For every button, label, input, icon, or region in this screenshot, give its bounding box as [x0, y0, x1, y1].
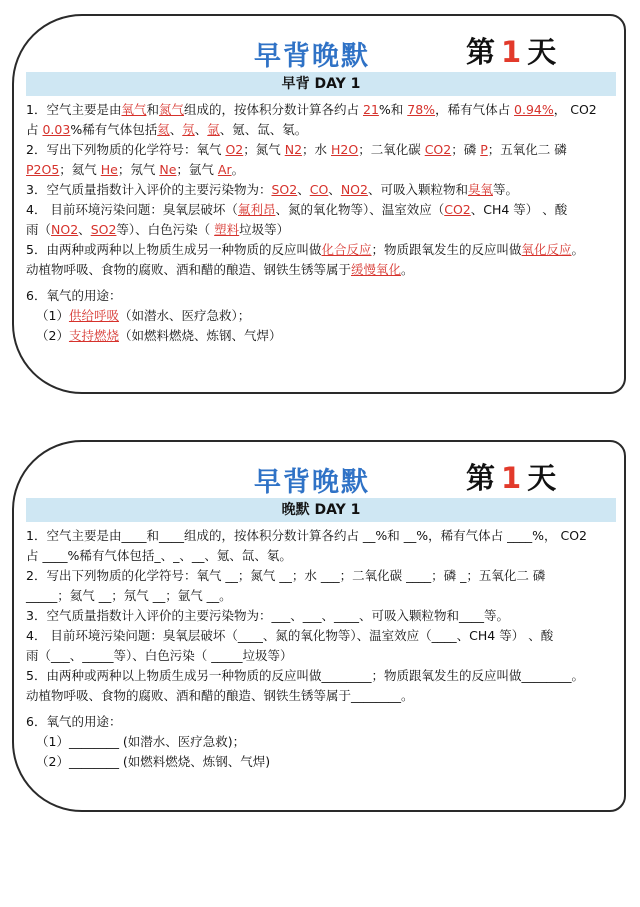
question-4-cont: 雨（NO2、SO2等）、白色污染（ 塑料垃圾等） — [26, 222, 290, 237]
question-4: 4． 目前环境污染问题：臭氧层破坏（____、氮的氧化物等）、温室效应（____、CH4 等） 、酸 — [26, 628, 554, 643]
morning-body — [26, 100, 618, 346]
question-2-cont: P2O5；氦气 He；氖气 Ne；氩气 Ar。 — [26, 162, 245, 177]
day-label: 第 1 天 — [466, 461, 557, 495]
evening-card — [12, 440, 626, 812]
question-4: 4． 目前环境污染问题：臭氧层破坏（氟利昂、氮的氧化物等）、温室效应（CO2、CH4 等） 、酸 — [26, 202, 568, 217]
question-5-cont: 动植物呼吸、食物的腐败、酒和醋的酿造、钢铁生锈等属于________。 — [26, 688, 414, 703]
question-6: 6．氧气的用途： — [26, 288, 122, 303]
question-2: 2．写出下列物质的化学符号：氧气 __；氮气 __；水 ___；二氧化碳 ____；磷 _；五氧化二 磷 — [26, 568, 546, 583]
question-5-cont: 动植物呼吸、食物的腐败、酒和醋的酿造、钢铁生锈等属于缓慢氧化。 — [26, 262, 414, 277]
question-4-cont: 雨（___、_____等）、白色污染（ _____垃圾等） — [26, 648, 293, 663]
question-6-item-2: （2）________ (如燃料燃烧、炼钢、气焊) — [36, 754, 271, 769]
card-title: 早背晚默 — [254, 467, 370, 498]
day-label: 第 1 天 — [466, 35, 557, 69]
question-1: 1．空气主要是由氧气和氮气组成的，按体积分数计算各约占 21%和 78%，稀有气体占 0.94%， CO2 — [26, 102, 597, 117]
question-3: 3．空气质量指数计入评价的主要污染物为：___、___、____、可吸入颗粒物和____等。 — [26, 608, 509, 623]
question-6-item-2: （2）支持燃烧（如燃料燃烧、炼钢、气焊） — [36, 328, 282, 343]
morning-card — [12, 14, 626, 394]
question-5: 5．由两种或两种以上物质生成另一种物质的反应叫做________；物质跟氧发生的反应叫做________。 — [26, 668, 584, 683]
question-5: 5．由两种或两种以上物质生成另一种物质的反应叫做化合反应；物质跟氧发生的反应叫做氧化反应。 — [26, 242, 585, 257]
question-2-cont: _____；氦气 __；氖气 __；氩气 __。 — [26, 588, 232, 603]
section-band: 晚默 DAY 1 — [26, 498, 616, 522]
section-band: 早背 DAY 1 — [26, 72, 616, 96]
question-6: 6．氧气的用途： — [26, 714, 122, 729]
evening-body — [26, 526, 618, 772]
question-6-item-1: （1）供给呼吸（如潜水、医疗急救）； — [36, 308, 251, 323]
question-3: 3．空气质量指数计入评价的主要污染物为：SO2、CO、NO2、可吸入颗粒物和臭氧等。 — [26, 182, 519, 197]
question-1: 1．空气主要是由____和____组成的，按体积分数计算各约占 __%和 __%，稀有气体占 ____%， CO2 — [26, 528, 587, 543]
question-2: 2．写出下列物质的化学符号：氧气 O2；氮气 N2；水 H2O；二氧化碳 CO2；磷 P；五氧化二 磷 — [26, 142, 567, 157]
question-6-item-1: （1）________ (如潜水、医疗急救)； — [36, 734, 246, 749]
question-1-cont: 占 ____%稀有气体包括_、_、__、氪、氙、氡。 — [26, 548, 292, 563]
card-title: 早背晚默 — [254, 41, 370, 72]
question-1-cont: 占 0.03%稀有气体包括氦、氖、氩、氪、氙、氡。 — [26, 122, 308, 137]
